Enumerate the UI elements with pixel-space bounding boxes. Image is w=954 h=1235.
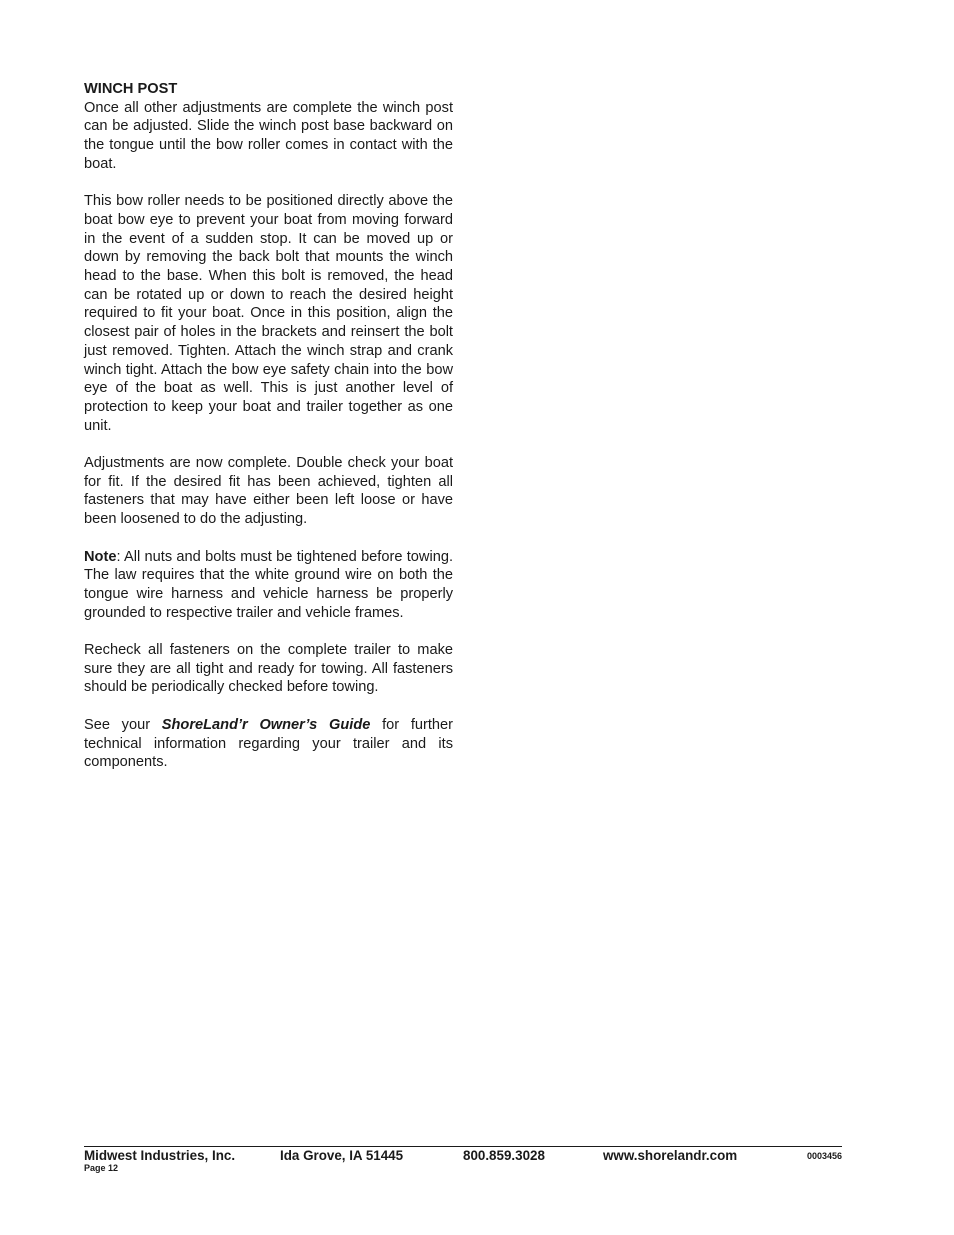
footer-phone: 800.859.3028 [463, 1148, 545, 1163]
paragraph-recheck: Recheck all fasteners on the complete trailer to make sure they are all tight and ready for towing. All fasteners should be periodically checked before towing. [84, 642, 453, 696]
footer-page-number: Page 12 [84, 1163, 119, 1173]
footer-doc-code: 0003456 [806, 1151, 842, 1161]
paragraph-adjustments-complete: Adjustments are now complete. Double check your boat for fit. If the desired fit has been achieved, tighten all fasteners that may have either been left loose or have been loosened to do the adjusting. [84, 455, 453, 528]
see-guide-before: See your [84, 716, 162, 733]
note-label: Note [84, 548, 117, 565]
paragraph-winch-post-intro: Once all other adjustments are complete the winch post can be adjusted. Slide the winch post base backward on the tongue until the bow roller comes in contact with the boat. [84, 99, 453, 172]
main-column [84, 80, 453, 791]
section-heading: WINCH POST [84, 81, 178, 97]
footer-website: www.shorelandr.com [603, 1148, 738, 1163]
see-guide-after: for further technical information regarding your trailer and its components. [84, 716, 454, 771]
paragraph-note [84, 548, 453, 623]
footer-divider [84, 1146, 842, 1147]
owners-guide-title: ShoreLand’r Owner’s Guide [161, 716, 371, 733]
footer-city: Ida Grove, IA 51445 [280, 1148, 404, 1163]
footer-company: Midwest Industries, Inc. [84, 1148, 236, 1163]
paragraph-bow-roller: This bow roller needs to be positioned directly above the boat bow eye to prevent your boat from moving forward in the event of a sudden stop. It can be moved up or down by removing the back bolt that mounts the winch head to the base. When this bolt is removed, the head can be rotated up or down to reach the desired height required to fit your boat. Once in this position, align the closest pair of holes in the brackets and reinsert the bolt just removed. Tighten. Attach the winch strap and crank winch tight. Attach the bow eye safety chain into the bow eye of the boat as well. This is just another level of protection to keep your boat and trailer together as one unit. [84, 193, 453, 434]
note-text: : All nuts and bolts must be tightened before towing. The law requires that the white ground wire on both the tongue wire harness and vehicle harness be properly grounded to respective trailer and vehicle frames. [84, 548, 453, 621]
paragraph-see-guide [84, 716, 453, 772]
